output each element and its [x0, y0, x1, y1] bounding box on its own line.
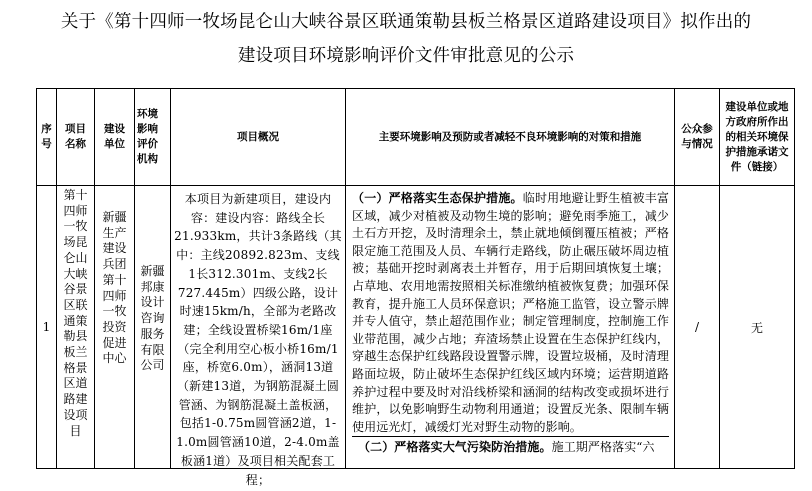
- header-seq: 序号: [37, 89, 57, 186]
- table-header-row: [37, 89, 795, 186]
- measure-ecology-heading: （一）严格落实生态保护措施。: [352, 191, 523, 205]
- cell-eia-org: 新疆邦康设计咨询服务有限公司: [140, 264, 165, 373]
- table-row: [37, 186, 795, 469]
- cell-seq: 1: [37, 186, 57, 469]
- cell-public: /: [675, 186, 720, 469]
- header-project-name: 项目名称: [57, 89, 95, 186]
- cell-overview: 本项目为新建项目，建设内容：建设内容：路线全长21.933km，共计3条路线（其中：主线20892.823m、支线1长312.301m、支线2长727.445m）四级公路，设计时速15km/h，全部为老路改建；全线设置桥梁16m/1座（完全利用空心板小桥16m/1座，桥宽6.0m），涵洞13道（新建13道，为钢筋混凝土圆管涵、为钢筋混凝土盖板涵，包括1-0.75m圆管涵2道，1-1.0m圆管涵10道，2-4.0m盖板涵1道）及项目相关配套工程；: [174, 192, 342, 487]
- measure-air-heading: （二）严格落实大气污染防治措施。: [358, 440, 552, 455]
- cell-commitment: 无: [720, 186, 795, 469]
- header-commitment: 建设单位或地方政府所作出的相关环境保护措施承诺文件（链接）: [720, 89, 795, 186]
- title-line-2: 建设项目环境影响评价文件审批意见的公示: [237, 46, 575, 66]
- measure-air: [352, 436, 669, 457]
- measure-ecology-text: 临时用地避让野生植被丰富区域，减少对植被及动物生境的影响；避免雨季施工，减少土石方开挖，及时清理余土，禁止就地倾倒覆压植被；严格限定施工范围及人员、车辆行走路线，防止碾压破坏周边植被；基础开挖时剥离表土并暂存，用于后期回填恢复土壤；占草地、农用地需按照相关标准缴纳植被恢复费；加强环保教育，提升施工人员环保意识；严格施工监管，设立警示牌并专人值守，禁止超范围作业；制定管理制度，控制施工作业带范围，减少占地；弃渣场禁止设置在生态保护红线内，穿越生态保护红线路段设置警示牌，设置垃圾桶，及时清理路面垃圾，防止破坏生态保护红线区域内环境；运营期道路养护过程中要及时对沿线桥梁和涵洞的结构改变或损坏进行维护，以免影响野生动物利用通道；设置反光条、限制车辆使用远光灯，减缓灯光对野生动物的影响。: [352, 191, 670, 434]
- header-builder: 建设单位: [95, 89, 135, 186]
- header-eia-org: 环境影响评价机构: [135, 89, 171, 186]
- measure-ecology: [352, 190, 669, 436]
- header-public: 公众参与情况: [675, 89, 720, 186]
- title-line-1: 关于《第十四师一牧场昆仑山大峡谷景区联通策勒县板兰格景区道路建设项目》拟作出的: [60, 12, 752, 32]
- header-measures: 主要环境影响及预防或者减轻不良环境影响的对策和措施: [346, 89, 675, 186]
- cell-measures: [346, 186, 674, 468]
- header-overview: 项目概况: [171, 89, 346, 186]
- cell-builder: 新疆生产建设兵团第十四师一牧投资促进中心: [102, 210, 127, 366]
- approval-table: [36, 88, 795, 487]
- measure-air-text: 施工期严格落实“六: [551, 440, 655, 455]
- cell-project-name: 第十四师一牧场昆仑山大峡谷景区联通策勒县板兰格景区道路建设项目: [63, 188, 88, 438]
